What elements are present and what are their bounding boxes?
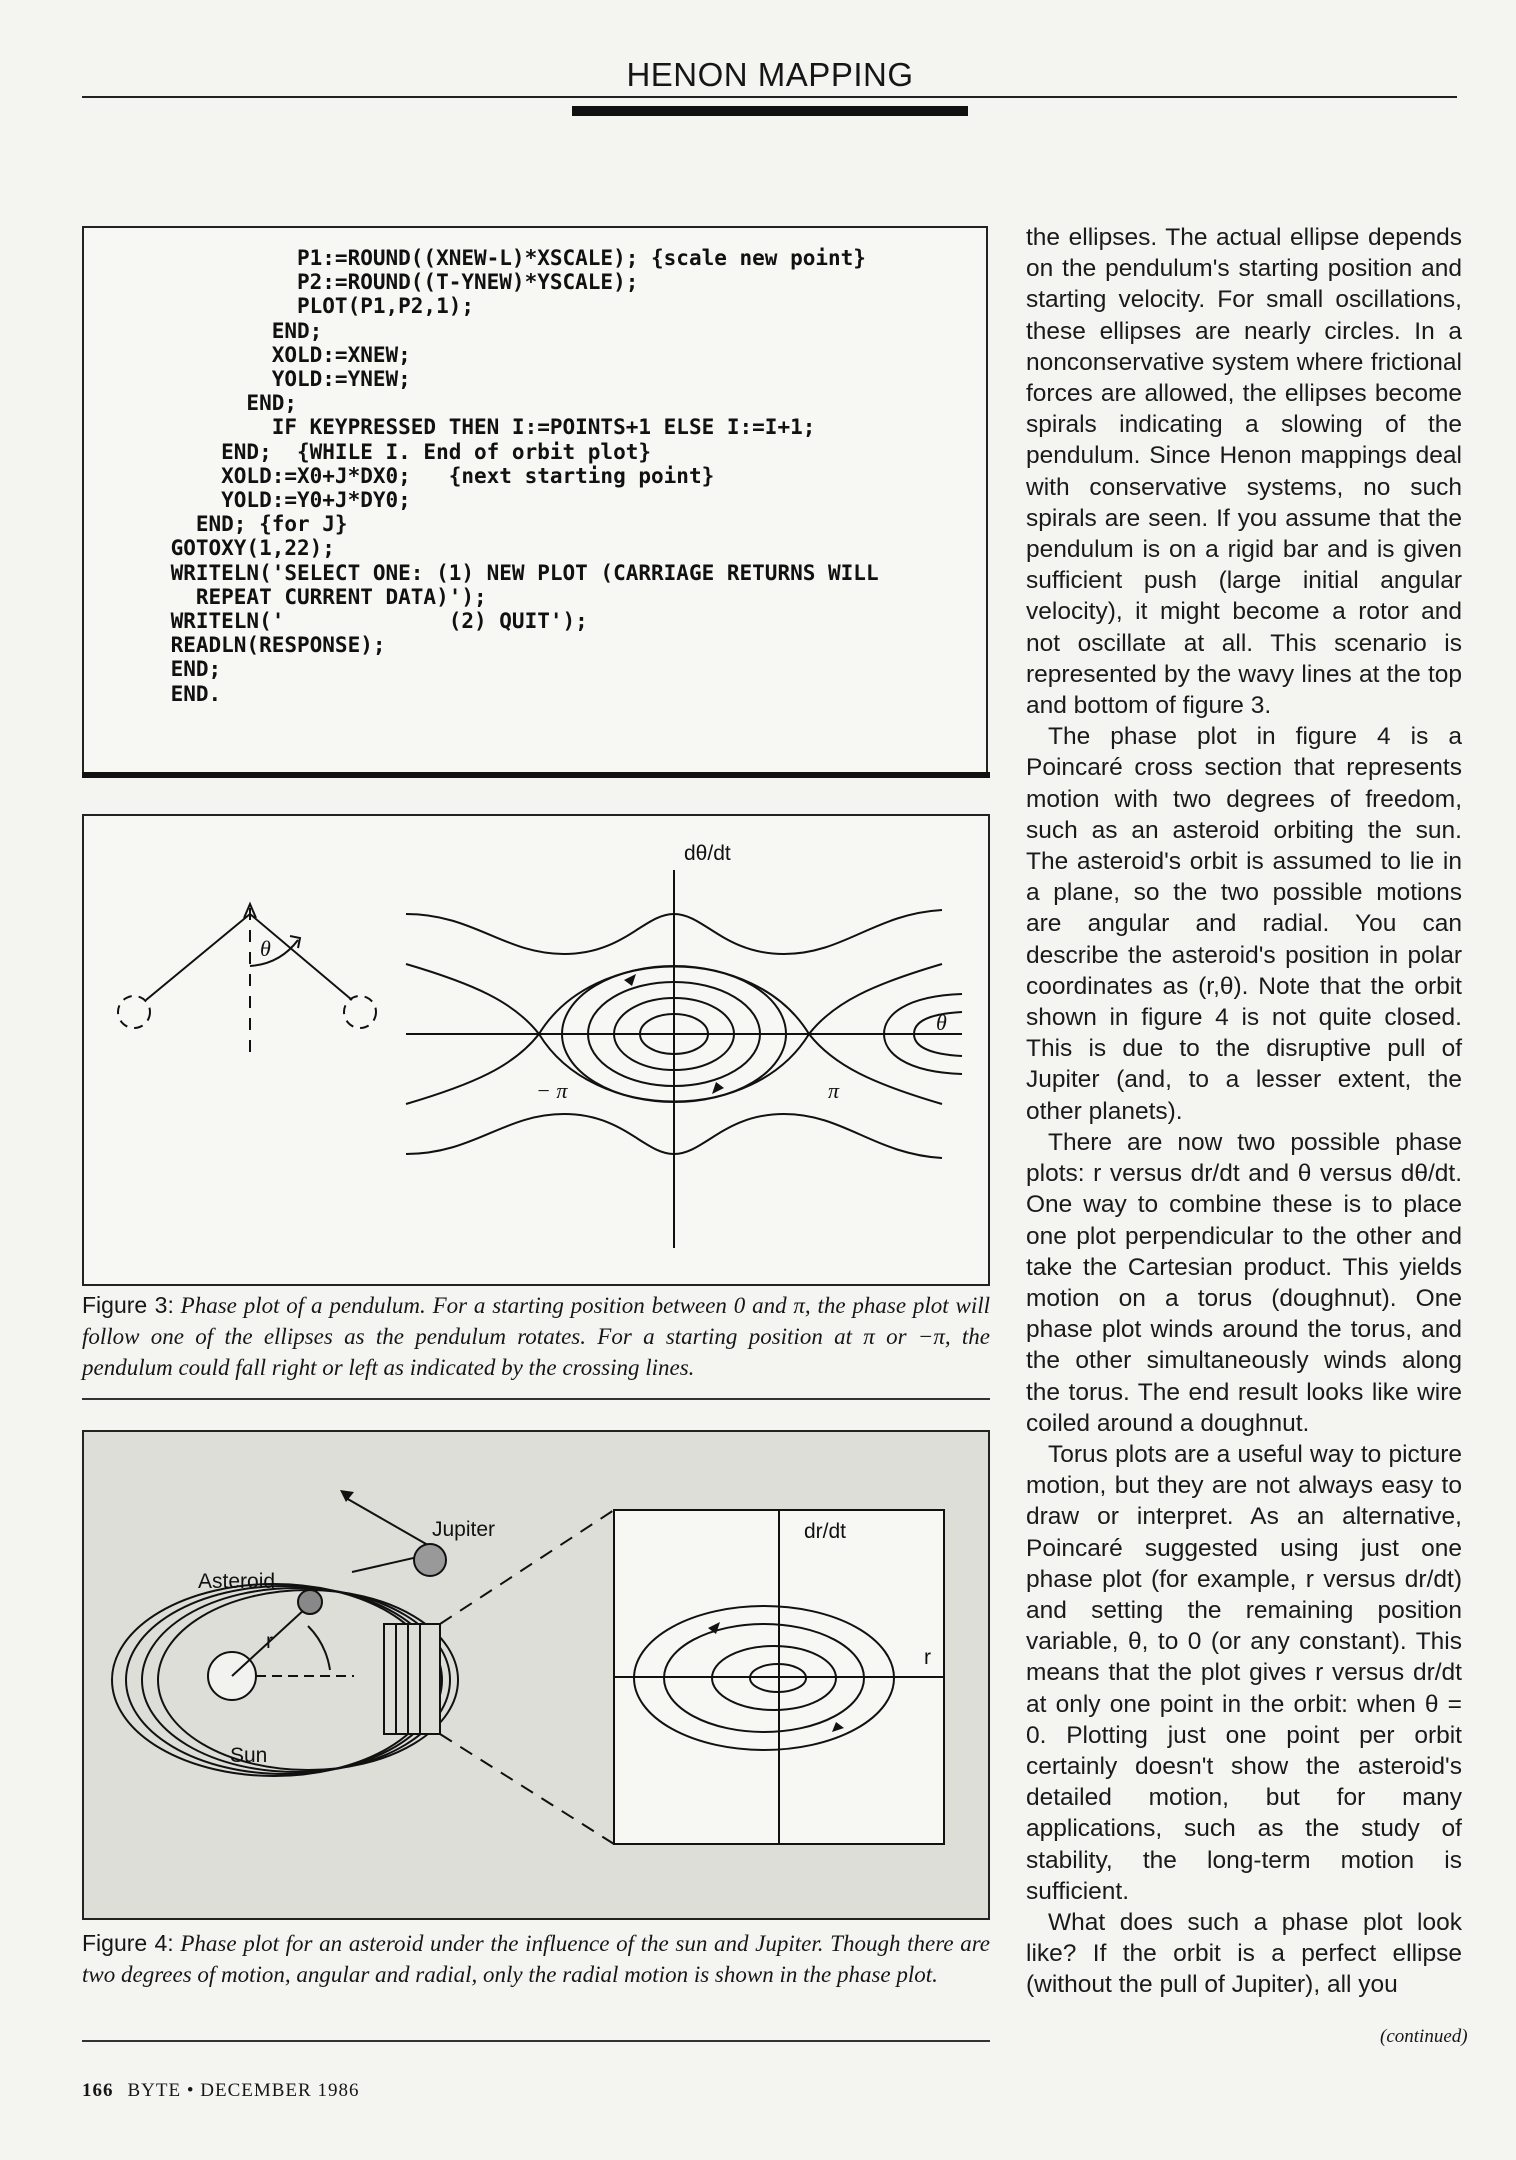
pi-label: π <box>828 1078 840 1103</box>
figure-3-caption: Figure 3: Phase plot of a pendulum. For a starting position between 0 and π, the phase plot will follow one of the ellipses as the pendulum rotates. For a starting position at π or −π, the pendulum could fall right or left as indicated by the crossing lines. <box>82 1292 990 1380</box>
orbit-arrow <box>624 974 636 986</box>
page-footer <box>82 2080 359 2102</box>
code-box-shadow <box>82 772 990 778</box>
paragraph: Torus plots are a useful way to picture motion, but they are not always easy to draw or interpret. As an alternative, Poincaré suggested using just one phase plot (for example, r versus dr/dt) and setting the remaining position variable, θ, to 0 (or any constant). This means that the plot gives r versus dr/dt at only one point in the orbit: when θ = 0. Plotting just one point per orbit certainly doesn't show the asteroid's detailed motion, but for many applications, such as the study of stability, the long-term motion is sufficient. <box>1026 1440 1462 1905</box>
paragraph: the ellipses. The actual ellipse depends on the pendulum's starting position and starting velocity. For small oscillations, these ellipses are nearly circles. In a nonconservative system where frictional forces are allowed, the ellipses become spirals indicating a slowing of the pendulum. Since Henon mappings deal with conservative systems, no such spirals are seen. If you assume that the pendulum is on a rigid bar and is given sufficient push (large initial angular velocity), it might become a rotor and not oscillate at all. This scenario is represented by the wavy lines at the top and bottom of figure 3. <box>1026 224 1462 720</box>
code-listing-box <box>82 226 988 774</box>
poincare-section <box>384 1624 440 1734</box>
sun-label: Sun <box>230 1744 268 1767</box>
publication-line: BYTE • DECEMBER 1986 <box>127 2080 360 2101</box>
paragraph: What does such a phase plot look like? If the orbit is a perfect ellipse (without the pull of Jupiter), all you <box>1026 1908 1462 1999</box>
projection-line-bottom <box>440 1734 614 1844</box>
angle-arc <box>308 1626 330 1670</box>
orbit-arrow <box>712 1082 724 1094</box>
pendulum-bob-left <box>118 996 150 1028</box>
article-text-column <box>1026 222 1462 2001</box>
paragraph: The phase plot in figure 4 is a Poincaré cross section that represents motion with two degrees of freedom, such as an asteroid orbiting the sun. The asteroid's orbit is assumed to lie in a plane, so the two possible motions are angular and radial. You can describe the asteroid's position in polar coordinates as (r,θ). Note that the orbit shown in figure 4 is not quite closed. This is due to the disruptive pull of Jupiter (and, to a lesser extent, the other planets). <box>1026 723 1462 1125</box>
pendulum-angle-arc <box>250 940 298 966</box>
figure-3 <box>82 814 990 1286</box>
paragraph: There are now two possible phase plots: r versus dr/dt and θ versus dθ/dt. One way to combine these is to place one plot perpendicular to the other and take the Cartesian product. This yields motion on a torus (doughnut). One phase plot winds around the torus, and the other simultaneously winds along the torus. The end result looks like wire coiled around a doughnut. <box>1026 1128 1462 1437</box>
header-rule <box>82 96 1457 98</box>
figure-3-rule <box>82 1398 990 1400</box>
asteroid-body <box>298 1590 322 1614</box>
fig3-x-label: θ <box>936 1010 947 1035</box>
running-title: HENON MAPPING <box>626 56 914 93</box>
continued-note: (continued) <box>1380 2026 1468 2047</box>
figure-4-drawing <box>84 1432 992 1922</box>
figure-4-rule <box>82 2040 990 2042</box>
fig4-x-label: r <box>924 1646 931 1669</box>
jupiter-arrowhead <box>340 1490 354 1502</box>
pendulum-bob-right <box>344 996 376 1028</box>
pendulum-rod-left <box>146 914 250 1000</box>
radius-label: r <box>266 1630 273 1653</box>
figure-4 <box>82 1430 990 1920</box>
figure-3-drawing <box>84 816 992 1288</box>
jupiter-body <box>414 1544 446 1576</box>
header-bar <box>572 106 968 116</box>
jupiter-label: Jupiter <box>432 1518 496 1541</box>
pendulum-theta-label: θ <box>260 936 271 961</box>
page-number: 166 <box>82 2080 114 2101</box>
figure-4-caption: Figure 4: Phase plot for an asteroid under the influence of the sun and Jupiter. Though there are two degrees of motion, angular and radial, only the radial motion is shown in the phase plot. <box>82 1930 990 1987</box>
code-listing: P1:=ROUND((XNEW-L)*XSCALE); {scale new point} P2:=ROUND((T-YNEW)*YSCALE); PLOT(P1,P2,1); END; XOLD:=XNEW; YOLD:=YNEW; END; IF KEYPRESSED THEN I:=POINTS+1 ELSE I:=I+1; END; {WHILE I. End of orbit plot} XOLD:=X0+J*DX0; {next starting point} YOLD:=Y0+J*DY0; END; {for J} GOTOXY(1,22); WRITELN('SELECT ONE: (1) NEW PLOT (CARRIAGE RETURNS WILL REPEAT CURRENT DATA)'); WRITELN(' (2) QUIT'); READLN(RESPONSE); END; END. <box>170 246 879 706</box>
fig3-y-label: dθ/dt <box>684 842 731 865</box>
fig4-y-label: dr/dt <box>804 1520 847 1543</box>
neg-pi-label: − π <box>536 1078 568 1103</box>
asteroid-label: Asteroid <box>198 1570 276 1593</box>
